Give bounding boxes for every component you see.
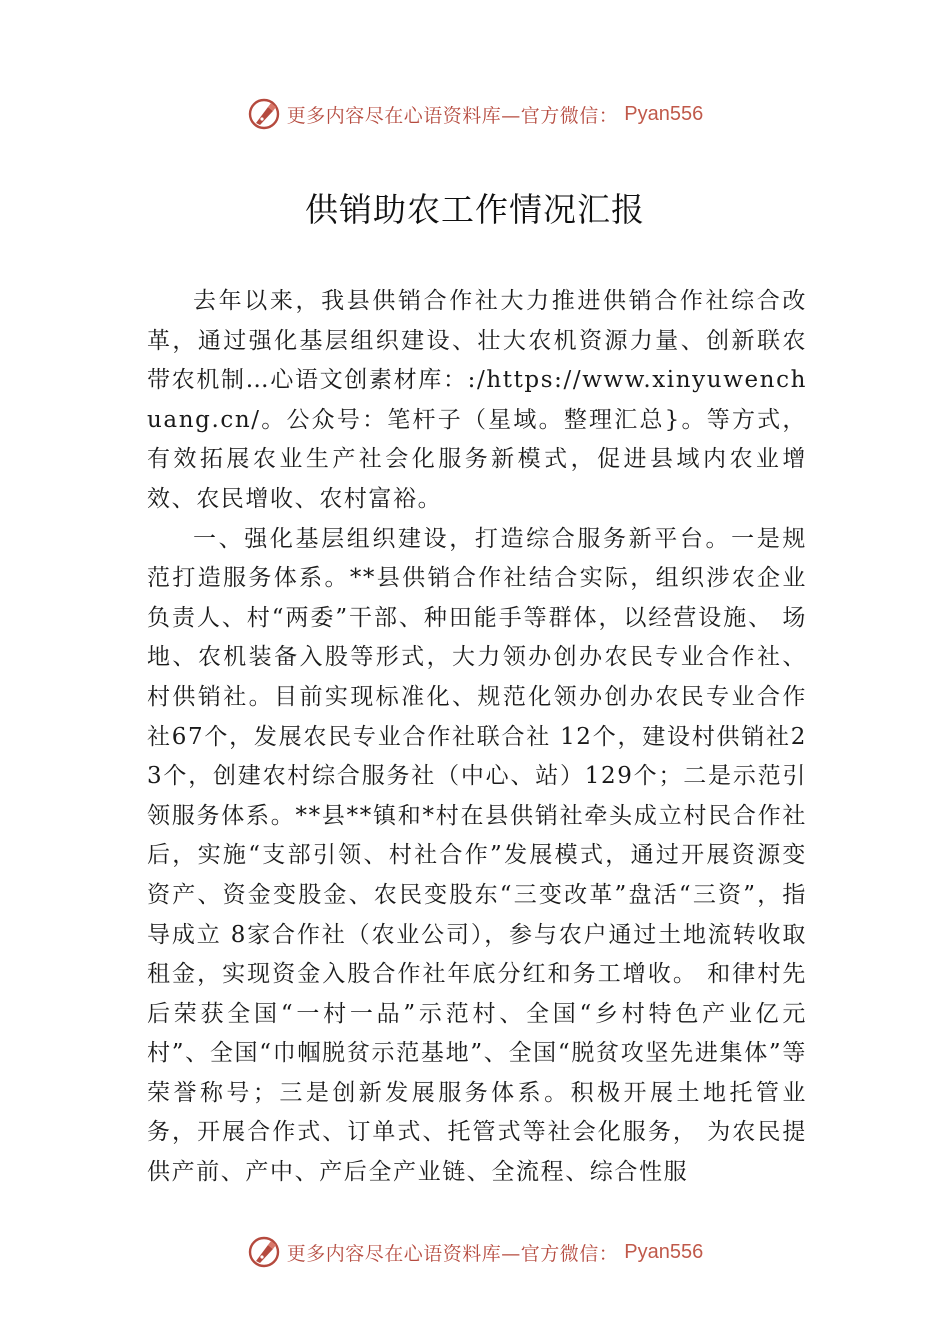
pen-nib-logo-icon bbox=[247, 1235, 281, 1269]
header-watermark bbox=[0, 94, 950, 134]
watermark-text: 更多内容尽在心语资料库—官方微信： bbox=[286, 1242, 619, 1265]
document-body bbox=[147, 282, 807, 1193]
pen-nib-logo-icon bbox=[247, 97, 281, 131]
watermark-wechat-id: Pyan556 bbox=[624, 102, 704, 125]
watermark-wechat-id: Pyan556 bbox=[624, 1240, 704, 1263]
document-title: 供销助农工作情况汇报 bbox=[305, 190, 645, 229]
watermark-text: 更多内容尽在心语资料库—官方微信： bbox=[286, 104, 619, 127]
section-one-paragraph: 一、强化基层组织建设，打造综合服务新平台。一是规范打造服务体系。**县供销合作社结合实际，组织涉农企业负责人、村“两委”干部、种田能手等群体，以经营设施、 场地、农机装备入股等形式，大力领办创办农民专业合作社、村供销社。目前实现标准化、规范化领办创办农民专业合作社67个，发展农民专业合作社联合社 12个，建设村供销社23个，创建农村综合服务社（中心、站）129个；二是示范引领服务体系。**县**镇和*村在县供销社牵头成立村民合作社后，实施“支部引领、村社合作”发展模式，通过开展资源变资产、资金变股金、农民变股东“三变改革”盘活“三资”，指导成立 8家合作社（农业公司），参与农户通过土地流转收取租金，实现资金入股合作社年底分红和务工增收。 和律村先后荣获全国“一村一品”示范村、全国“乡村特色产业亿元村”、全国“巾帼脱贫示范基地”、全国“脱贫攻坚先进集体”等荣誉称号；三是创新发展服务体系。积极开展土地托管业务，开展合作式、订单式、托管式等社会化服务， 为农民提供产前、产中、产后全产业链、全流程、综合性服 bbox=[147, 525, 807, 1186]
intro-paragraph: 去年以来，我县供销合作社大力推进供销合作社综合改革，通过强化基层组织建设、壮大农机资源力量、创新联农带农机制…心语文创素材库：:/https://www.xinyuwenchuang.cn/。公众号：笔杆子（星域。整理汇总}。等方式，有效拓展农业生产社会化服务新模式，促进县域内农业增效、农民增收、农村富裕。 bbox=[147, 288, 807, 512]
footer-watermark bbox=[0, 1232, 950, 1272]
